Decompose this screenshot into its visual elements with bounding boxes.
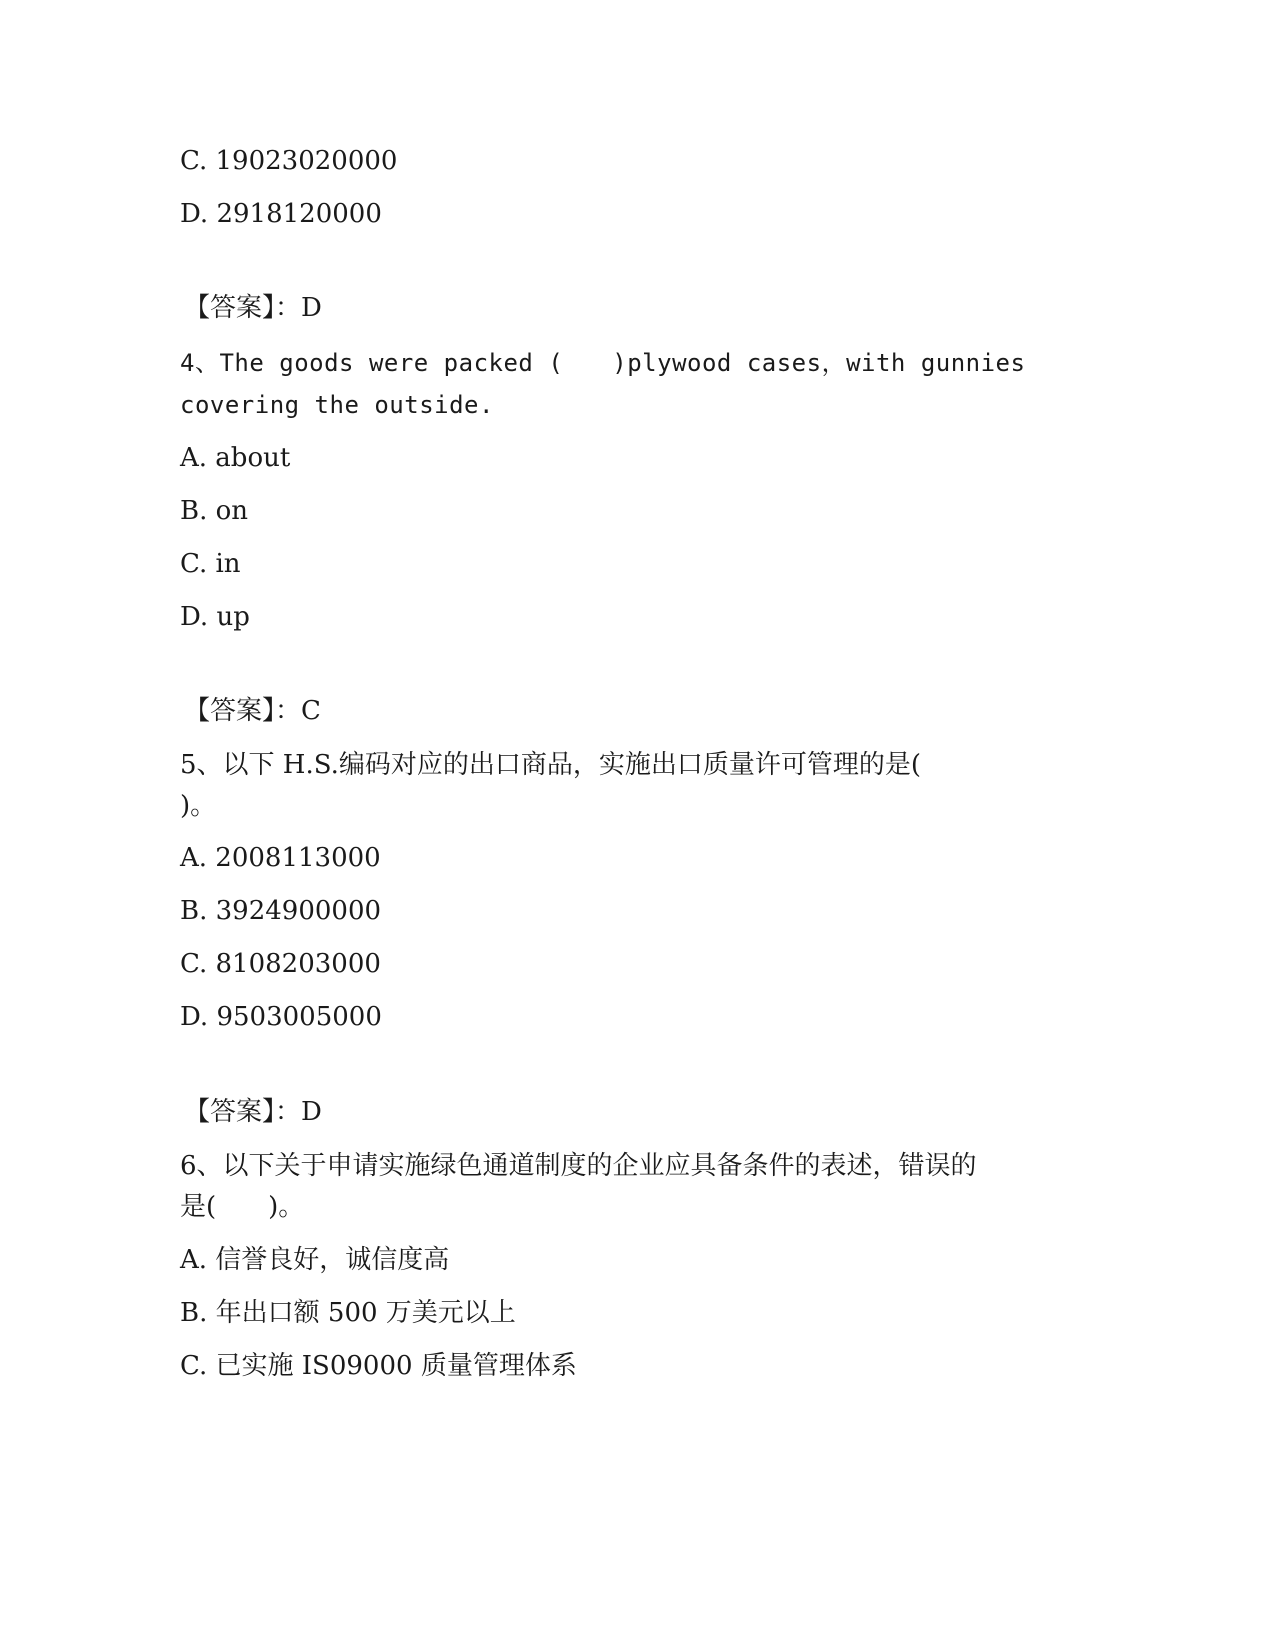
option-a: A. about xyxy=(180,443,291,473)
answer-label: 【答案】：C xyxy=(184,696,321,726)
option-d: D. 2918120000 xyxy=(180,199,382,229)
option-c: C. 19023020000 xyxy=(180,146,398,176)
option-c: C. in xyxy=(180,549,241,579)
option-c: C. 8108203000 xyxy=(180,949,381,979)
option-a: A. 2008113000 xyxy=(180,843,381,873)
answer-label: 【答案】：D xyxy=(184,293,322,323)
question-stem-continued: )。 xyxy=(180,791,217,821)
question-stem-continued: 是( )。 xyxy=(180,1192,305,1222)
option-a: A. 信誉良好，诚信度高 xyxy=(180,1245,450,1275)
answer-label: 【答案】：D xyxy=(184,1097,322,1127)
option-b: B. on xyxy=(180,496,249,526)
option-d: D. 9503005000 xyxy=(180,1002,382,1032)
option-b: B. 年出口额 500 万美元以上 xyxy=(180,1298,516,1328)
option-c: C. 已实施 IS09000 质量管理体系 xyxy=(180,1351,577,1381)
option-b: B. 3924900000 xyxy=(180,896,382,926)
question-stem-continued: covering the outside. xyxy=(180,391,494,419)
option-d: D. up xyxy=(180,602,250,632)
question-stem: 5、以下 H.S.编码对应的出口商品，实施出口质量许可管理的是( xyxy=(180,750,922,780)
question-stem: 4、The goods were packed ( )plywood cases，with gunnies xyxy=(180,349,1026,377)
question-stem: 6、以下关于申请实施绿色通道制度的企业应具备条件的表述，错误的 xyxy=(180,1151,977,1181)
